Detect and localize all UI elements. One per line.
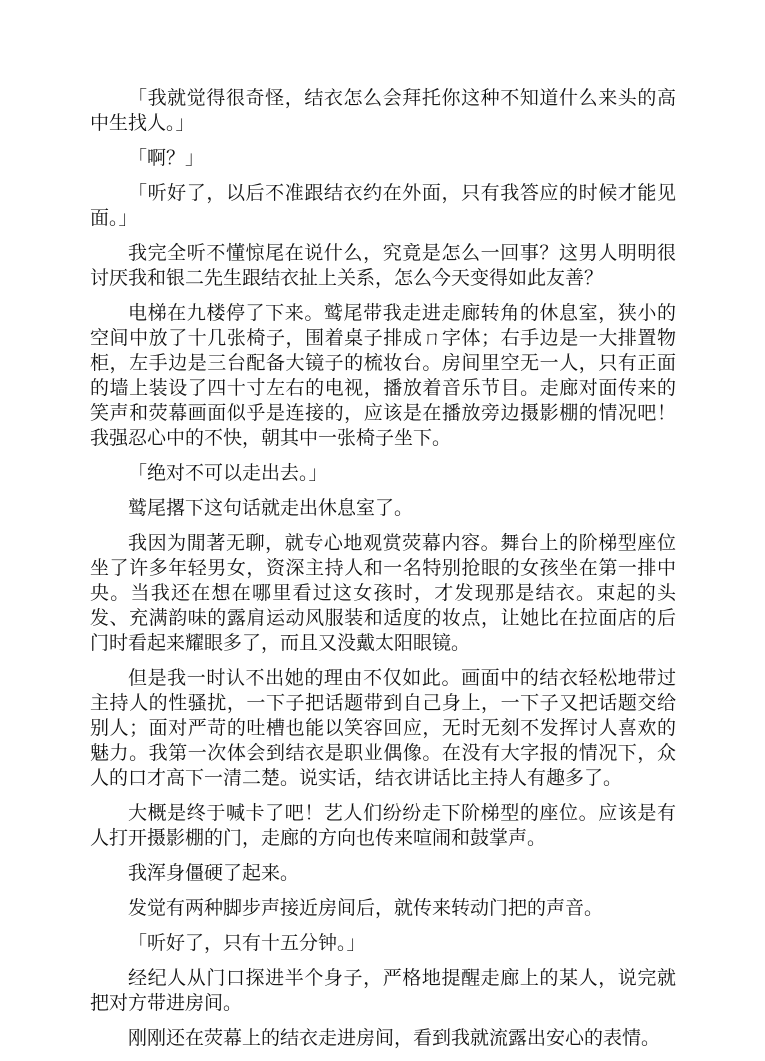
paragraph: 但是我一时认不出她的理由不仅如此。画面中的结衣轻松地带过主持人的性骚扰，一下子把话题带到自己身上，一下子又把话题交给别人；面对严苛的吐槽也能以笑容回应，无时无刻不发挥讨人喜欢的魅力。我第一次体会到结衣是职业偶像。在没有大字报的情况下，众人的口才高下一清二楚。说实话，结衣讲话比主持人有趣多了。 — [90, 667, 676, 789]
paragraph: 「听好了，以后不准跟结衣约在外面，只有我答应的时候才能见面。」 — [90, 182, 676, 229]
document-page — [90, 86, 676, 1061]
paragraph: 电梯在九楼停了下来。鹫尾带我走进走廊转角的休息室，狭小的空间中放了十几张椅子，围着桌子排成ㄇ字体；右手边是一大排置物柜，左手边是三台配备大镜子的梳妆台。房间里空无一人，只有正面的墙上装设了四十寸左右的电视，播放着音乐节目。走廊对面传来的笑声和荧幕画面似乎是连接的，应该是在播放旁边摄影棚的情况吧！我强忍心中的不快，朝其中一张椅子坐下。 — [90, 302, 676, 449]
paragraph: 「啊？」 — [128, 147, 205, 169]
paragraph: 刚刚还在荧幕上的结衣走进房间，看到我就流露出安心的表情。 — [128, 1027, 661, 1049]
paragraph: 经纪人从门口探进半个身子，严格地提醒走廊上的某人，说完就把对方带进房间。 — [90, 967, 676, 1014]
paragraph: 鹫尾撂下这句话就走出休息室了。 — [128, 497, 414, 519]
paragraph: 我因为閒著无聊，就专心地观赏荧幕内容。舞台上的阶梯型座位坐了许多年轻男女，资深主持人和一名特别抢眼的女孩坐在第一排中央。当我还在想在哪里看过这女孩时，才发现那是结衣。束起的头发、充满韵味的露肩运动风服装和适度的妆点，让她比在拉面店的后门时看起来耀眼多了，而且又没戴太阳眼镜。 — [90, 532, 676, 654]
paragraph: 大概是终于喊卡了吧！艺人们纷纷走下阶梯型的座位。应该是有人打开摄影棚的门，走廊的方向也传来喧闹和鼓掌声。 — [90, 802, 676, 849]
paragraph: 发觉有两种脚步声接近房间后，就传来转动门把的声音。 — [128, 897, 604, 919]
paragraph: 「我就觉得很奇怪，结衣怎么会拜托你这种不知道什么来头的高中生找人。」 — [90, 87, 676, 134]
paragraph: 「绝对不可以走出去。」 — [128, 462, 328, 484]
paragraph: 我完全听不懂惊尾在说什么，究竟是怎么一回事？这男人明明很讨厌我和银二先生跟结衣扯上关系，怎么今天变得如此友善？ — [90, 242, 676, 289]
paragraph: 「听好了，只有十五分钟。」 — [128, 932, 366, 954]
paragraph: 我浑身僵硬了起来。 — [128, 862, 300, 884]
